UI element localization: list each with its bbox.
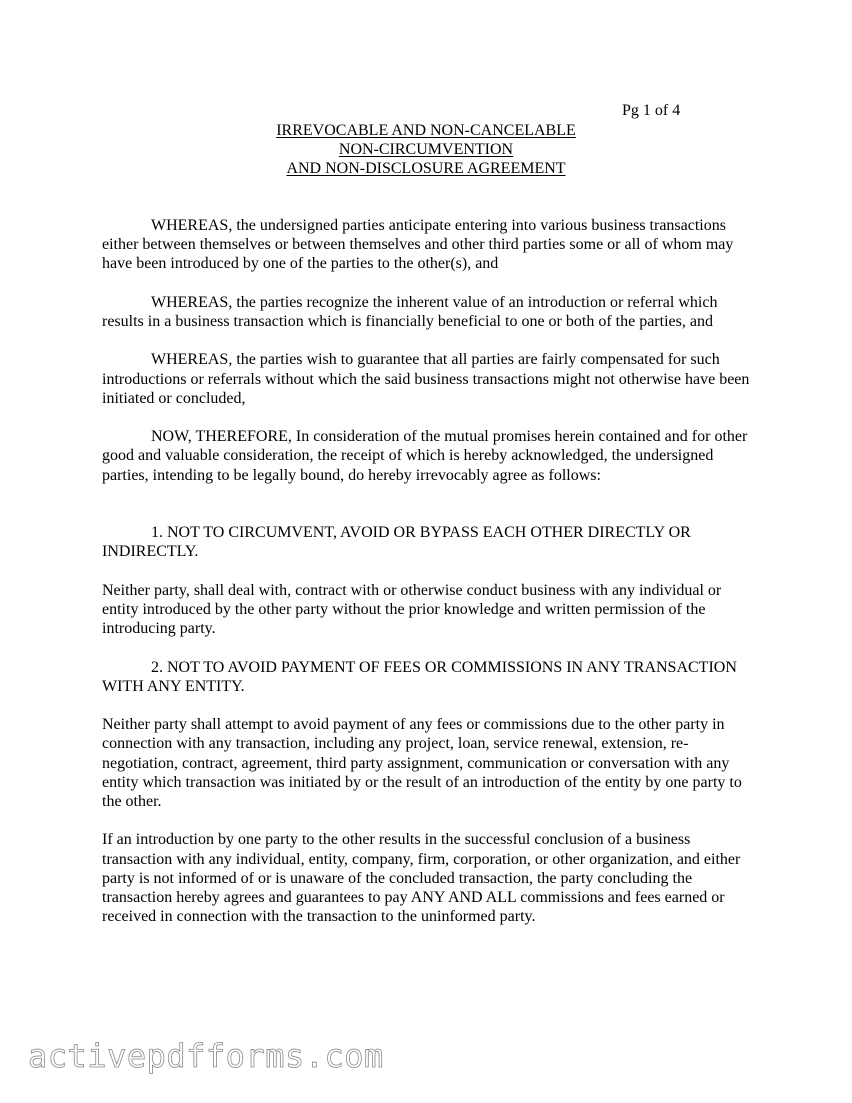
section-heading-1: 1. NOT TO CIRCUMVENT, AVOID OR BYPASS EACH OTHER DIRECTLY OR INDIRECTLY.	[102, 524, 691, 561]
title-line-1: IRREVOCABLE AND NON-CANCELABLE	[276, 122, 576, 139]
recital-paragraph: WHEREAS, the parties wish to guarantee that all parties are fairly compensated for such introductions or referrals without which the said business transactions might not otherwise have been initiated or concluded,	[102, 351, 750, 407]
section-2-paragraph: Neither party shall attempt to avoid payment of any fees or commissions due to the other party in connection with any transaction, including any project, loan, service renewal, extension, re-negotiation, contract, agreement, third party assignment, communication or conversation with any entity which transaction was initiated by or the result of an introduction of the entity by one party to the other.	[102, 716, 742, 810]
page-number: Pg 1 of 4	[622, 102, 681, 119]
section-heading-2: 2. NOT TO AVOID PAYMENT OF FEES OR COMMISSIONS IN ANY TRANSACTION WITH ANY ENTITY.	[102, 658, 737, 695]
title-line-2: NON-CIRCUMVENTION	[338, 141, 514, 158]
recital-paragraph: WHEREAS, the undersigned parties anticipate entering into various business transactions either between themselves or between themselves and other third parties some or all of whom may have been introduced by one of the parties to the other(s), and	[102, 217, 734, 273]
recital-paragraph: WHEREAS, the parties recognize the inherent value of an introduction or referral which results in a business transaction which is financially beneficial to one or both of the parties, and	[102, 293, 718, 330]
title-line-3: AND NON-DISCLOSURE AGREEMENT	[286, 160, 566, 177]
watermark-logo: activepdfforms.com	[28, 1037, 384, 1075]
document-title	[0, 121, 852, 178]
section-2-paragraph: If an introduction by one party to the other results in the successful conclusion of a business transaction with any individual, entity, company, firm, corporation, or other organization, and either party is not informed of or is unaware of the concluded transaction, the party concluding the transaction hereby agrees and guarantees to pay ANY AND ALL commissions and fees earned or received in connection with the transaction to the uninformed party.	[102, 831, 741, 926]
document-body	[102, 216, 754, 946]
consideration-paragraph: NOW, THEREFORE, In consideration of the mutual promises herein contained and for other good and valuable consideration, the receipt of which is hereby acknowledged, the undersigned parties, intending to be legally bound, do hereby irrevocably agree as follows:	[102, 428, 748, 484]
section-1-paragraph: Neither party, shall deal with, contract with or otherwise conduct business with any individual or entity introduced by the other party without the prior knowledge and written permission of the introducing party.	[102, 581, 722, 638]
